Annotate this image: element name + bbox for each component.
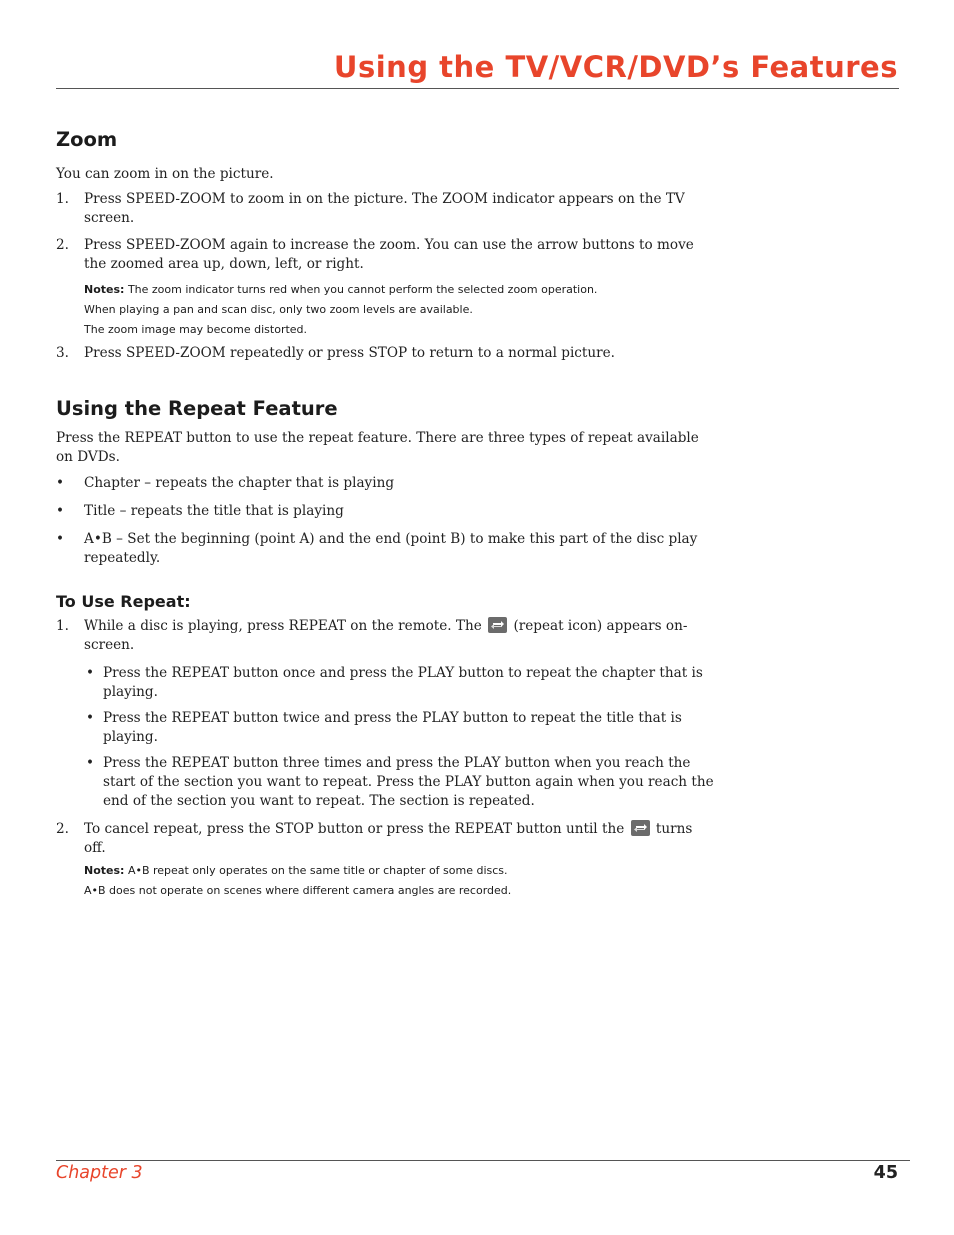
repeat-step-1 bbox=[56, 617, 716, 655]
repeat-sub-bullet-2 bbox=[56, 709, 716, 747]
bullet: • bbox=[56, 531, 65, 547]
repeat-icon bbox=[631, 820, 650, 836]
footer-rule bbox=[56, 1160, 910, 1161]
page-number: 45 bbox=[873, 1163, 898, 1183]
notes-label: Notes: bbox=[84, 864, 125, 877]
repeat-type-text: Title – repeats the title that is playing bbox=[84, 503, 344, 519]
note-text: The zoom indicator turns red when you cannot perform the selected zoom operation. bbox=[127, 283, 598, 296]
step-number: 2. bbox=[56, 237, 69, 253]
repeat-heading: Using the Repeat Feature bbox=[56, 397, 338, 420]
repeat-type-ab bbox=[56, 530, 716, 568]
step-number: 3. bbox=[56, 345, 69, 361]
repeat-type-text: Chapter – repeats the chapter that is playing bbox=[84, 475, 395, 491]
bullet: • bbox=[86, 710, 95, 726]
bullet: • bbox=[86, 665, 95, 681]
step-text: Press SPEED-ZOOM repeatedly or press STOP to return to a normal picture. bbox=[84, 345, 615, 361]
step-text: Press SPEED-ZOOM to zoom in on the picture. The ZOOM indicator appears on the TV screen. bbox=[84, 191, 685, 226]
repeat-step-2 bbox=[56, 820, 716, 858]
to-use-repeat-heading: To Use Repeat: bbox=[56, 592, 191, 611]
footer-chapter: Chapter 3 bbox=[56, 1163, 143, 1183]
note-line bbox=[56, 280, 716, 300]
repeat-icon bbox=[488, 617, 507, 633]
step-text-before: While a disc is playing, press REPEAT on the remote. The bbox=[84, 618, 482, 634]
page-header-title: Using the TV/VCR/DVD’s Features bbox=[333, 50, 898, 84]
sub-bullet-text: Press the REPEAT button once and press the PLAY button to repeat the chapter that is playing. bbox=[103, 665, 703, 700]
notes-label: Notes: bbox=[84, 283, 125, 296]
note-text: A•B repeat only operates on the same title or chapter of some discs. bbox=[127, 864, 508, 877]
zoom-step-2 bbox=[56, 236, 716, 274]
header-rule bbox=[56, 88, 899, 89]
zoom-step-3 bbox=[56, 344, 716, 363]
page-content bbox=[56, 126, 716, 901]
sub-bullet-text: Press the REPEAT button three times and press the PLAY button when you reach the start of the section you want to repeat. Press the PLAY button again when you reach the end of the section you want to repeat. The section is repeated. bbox=[103, 755, 714, 809]
repeat-sub-bullet-1 bbox=[56, 664, 716, 702]
step-text-before: To cancel repeat, press the STOP button or press the REPEAT button until the bbox=[84, 821, 625, 837]
note-line: A•B does not operate on scenes where different camera angles are recorded. bbox=[84, 884, 512, 897]
repeat-intro: Press the REPEAT button to use the repeat feature. There are three types of repeat available on DVDs. bbox=[56, 430, 699, 465]
bullet: • bbox=[86, 755, 95, 771]
repeat-notes bbox=[56, 861, 716, 901]
zoom-intro: You can zoom in on the picture. bbox=[56, 166, 274, 182]
note-line: The zoom image may become distorted. bbox=[84, 323, 308, 336]
step-text: Press SPEED-ZOOM again to increase the zoom. You can use the arrow buttons to move the zoomed area up, down, left, or right. bbox=[84, 237, 694, 272]
step-text-after: turns off. bbox=[84, 821, 693, 856]
repeat-sub-bullet-3 bbox=[56, 754, 716, 811]
repeat-type-text: A•B – Set the beginning (point A) and the end (point B) to make this part of the disc play repeatedly. bbox=[84, 531, 698, 566]
step-number: 2. bbox=[56, 821, 69, 837]
note-line: When playing a pan and scan disc, only two zoom levels are available. bbox=[84, 303, 473, 316]
repeat-type-title bbox=[56, 502, 716, 521]
repeat-type-chapter bbox=[56, 474, 716, 493]
step-text-after: (repeat icon) appears on-screen. bbox=[84, 618, 688, 653]
zoom-heading: Zoom bbox=[56, 128, 118, 151]
zoom-step-1 bbox=[56, 190, 716, 228]
step-number: 1. bbox=[56, 618, 69, 634]
step-number: 1. bbox=[56, 191, 69, 207]
bullet: • bbox=[56, 475, 65, 491]
sub-bullet-text: Press the REPEAT button twice and press the PLAY button to repeat the title that is playing. bbox=[103, 710, 682, 745]
note-line bbox=[56, 861, 716, 881]
bullet: • bbox=[56, 503, 65, 519]
zoom-notes bbox=[56, 280, 716, 340]
